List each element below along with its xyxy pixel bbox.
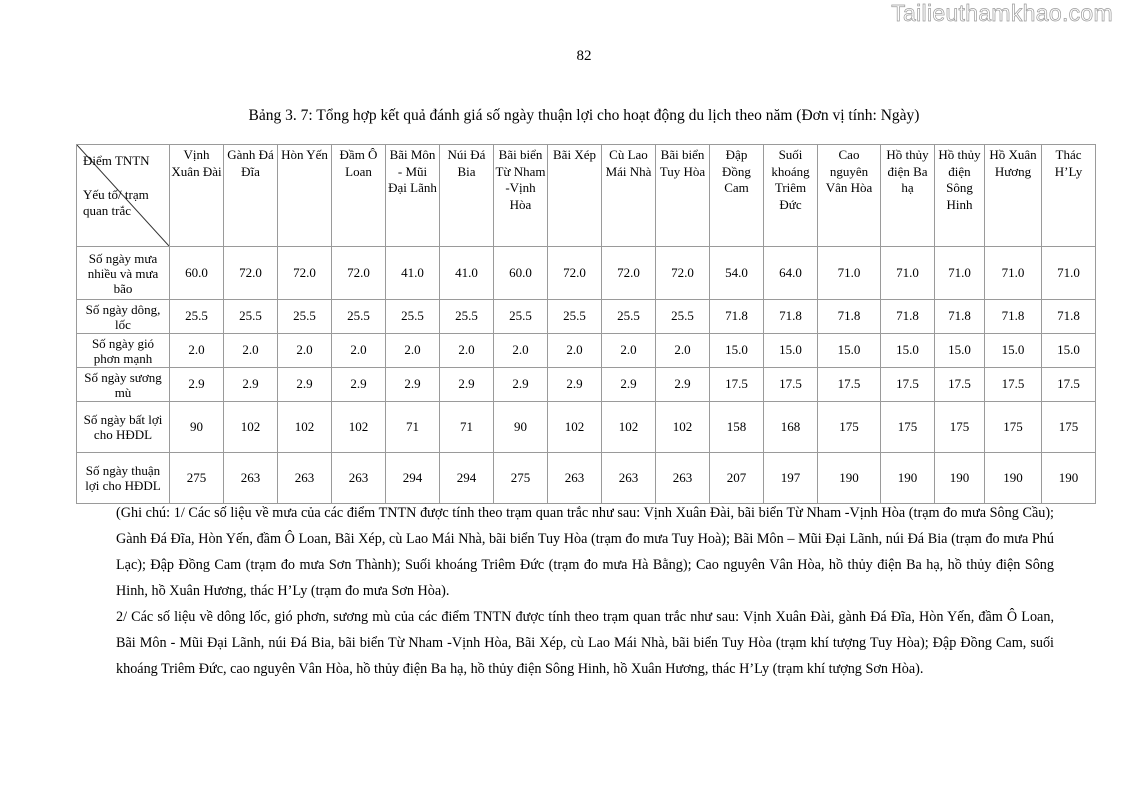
table-cell: 102 <box>278 402 332 453</box>
table-cell: 175 <box>818 402 881 453</box>
table-row <box>77 402 1096 453</box>
row-label: Số ngày sương mù <box>77 368 170 402</box>
column-header: Gành Đá Đĩa <box>224 145 278 247</box>
table-cell: 2.9 <box>602 368 656 402</box>
table-cell: 294 <box>386 453 440 504</box>
table-cell: 17.5 <box>985 368 1042 402</box>
table-cell: 275 <box>170 453 224 504</box>
table-cell: 102 <box>602 402 656 453</box>
table-cell: 60.0 <box>170 247 224 300</box>
table-cell: 60.0 <box>494 247 548 300</box>
table-cell: 71.8 <box>935 300 985 334</box>
note-paragraph: (Ghi chú: 1/ Các số liệu về mưa của các điểm TNTN được tính theo trạm quan trắc như sau: Vịnh Xuân Đài, bãi biển Từ Nham -Vịnh Hòa (trạm đo mưa Sông Cầu); Gành Đá Đĩa, Hòn Yến, đầm Ô Loan, Bãi Xép, cù Lao Mái Nhà, bãi biển Tuy Hòa (trạm đo mưa Tuy Hoà); Bãi Môn – Mũi Đại Lãnh, núi Đá Bia (trạm đo mưa Phú Lạc); Đập Đồng Cam (trạm đo mưa Sơn Thành); Suối khoáng Triêm Đức (trạm đo mưa Hà Bằng); Cao nguyên Vân Hòa, hồ thủy điện Ba hạ, hồ thủy điện Sông Hinh, hồ Xuân Hương, thác H’Ly (trạm đo mưa Sơn Hòa). <box>116 505 1054 599</box>
table-cell: 263 <box>224 453 278 504</box>
corner-header-cell <box>77 145 170 247</box>
table-cell: 175 <box>985 402 1042 453</box>
table-cell: 197 <box>764 453 818 504</box>
table-cell: 2.0 <box>332 334 386 368</box>
table-cell: 71.8 <box>985 300 1042 334</box>
data-table <box>76 144 1096 504</box>
table-cell: 25.5 <box>494 300 548 334</box>
table-cell: 2.9 <box>224 368 278 402</box>
table-cell: 2.9 <box>548 368 602 402</box>
table-cell: 72.0 <box>224 247 278 300</box>
table-cell: 263 <box>548 453 602 504</box>
table-row <box>77 300 1096 334</box>
corner-header-top: Điểm TNTN <box>83 153 150 168</box>
table-cell: 17.5 <box>710 368 764 402</box>
table-cell: 207 <box>710 453 764 504</box>
table-cell: 175 <box>935 402 985 453</box>
table-cell: 90 <box>170 402 224 453</box>
table-cell: 168 <box>764 402 818 453</box>
table-cell: 71.0 <box>935 247 985 300</box>
table-row <box>77 247 1096 300</box>
table-cell: 275 <box>494 453 548 504</box>
table-cell: 2.0 <box>386 334 440 368</box>
table-cell: 2.0 <box>548 334 602 368</box>
table-cell: 71.8 <box>1042 300 1096 334</box>
column-header: Bãi biển Từ Nham -Vịnh Hòa <box>494 145 548 247</box>
table-cell: 2.9 <box>656 368 710 402</box>
table-cell: 25.5 <box>602 300 656 334</box>
column-header: Đầm Ô Loan <box>332 145 386 247</box>
table-cell: 72.0 <box>656 247 710 300</box>
table-cell: 71.8 <box>881 300 935 334</box>
column-header: Cù Lao Mái Nhà <box>602 145 656 247</box>
table-cell: 15.0 <box>764 334 818 368</box>
table-cell: 102 <box>548 402 602 453</box>
table-cell: 263 <box>656 453 710 504</box>
row-label: Số ngày mưa nhiều và mưa bão <box>77 247 170 300</box>
table-cell: 15.0 <box>935 334 985 368</box>
table-cell: 25.5 <box>548 300 602 334</box>
table-cell: 71 <box>386 402 440 453</box>
column-header: Hồ Xuân Hương <box>985 145 1042 247</box>
table-cell: 25.5 <box>170 300 224 334</box>
table-cell: 263 <box>278 453 332 504</box>
table-cell: 102 <box>224 402 278 453</box>
column-header: Hồ thủy điện Sông Hinh <box>935 145 985 247</box>
table-cell: 102 <box>656 402 710 453</box>
table-cell: 25.5 <box>386 300 440 334</box>
column-header: Núi Đá Bia <box>440 145 494 247</box>
row-label: Số ngày dông, lốc <box>77 300 170 334</box>
column-header: Hòn Yến <box>278 145 332 247</box>
notes-section <box>116 500 1054 682</box>
table-cell: 17.5 <box>881 368 935 402</box>
header-row <box>77 145 1096 247</box>
table-cell: 72.0 <box>278 247 332 300</box>
table-row <box>77 368 1096 402</box>
table-cell: 263 <box>602 453 656 504</box>
page-number: 82 <box>576 48 592 64</box>
table-cell: 15.0 <box>985 334 1042 368</box>
table-cell: 71.0 <box>1042 247 1096 300</box>
table-cell: 2.9 <box>494 368 548 402</box>
table-cell: 2.0 <box>602 334 656 368</box>
table-cell: 25.5 <box>278 300 332 334</box>
table-cell: 64.0 <box>764 247 818 300</box>
table-cell: 15.0 <box>710 334 764 368</box>
column-header: Suối khoáng Triêm Đức <box>764 145 818 247</box>
table-cell: 2.0 <box>440 334 494 368</box>
table-cell: 71.0 <box>985 247 1042 300</box>
column-header: Đập Đồng Cam <box>710 145 764 247</box>
table-cell: 15.0 <box>1042 334 1096 368</box>
column-header: Vịnh Xuân Đài <box>170 145 224 247</box>
table-cell: 17.5 <box>1042 368 1096 402</box>
table-cell: 71 <box>440 402 494 453</box>
table-cell: 41.0 <box>386 247 440 300</box>
table-cell: 25.5 <box>656 300 710 334</box>
table-cell: 54.0 <box>710 247 764 300</box>
row-label: Số ngày bất lợi cho HĐDL <box>77 402 170 453</box>
column-header: Bãi biển Tuy Hòa <box>656 145 710 247</box>
table-cell: 2.9 <box>278 368 332 402</box>
table-cell: 71.8 <box>764 300 818 334</box>
table-cell: 2.0 <box>224 334 278 368</box>
table-cell: 263 <box>332 453 386 504</box>
table-cell: 71.0 <box>881 247 935 300</box>
table-cell: 72.0 <box>602 247 656 300</box>
watermark-text: Tailieuthamkhao.com <box>891 0 1113 26</box>
table-title: Bảng 3. 7: Tổng hợp kết quả đánh giá số ngày thuận lợi cho hoạt động du lịch theo năm (Đơn vị tính: Ngày) <box>248 107 920 124</box>
table-body <box>77 247 1096 504</box>
table-cell: 2.0 <box>170 334 224 368</box>
table-cell: 25.5 <box>332 300 386 334</box>
column-header: Hồ thủy điện Ba hạ <box>881 145 935 247</box>
note-paragraph: 2/ Các số liệu về dông lốc, gió phơn, sương mù của các điểm TNTN được tính theo trạm quan trắc như sau: Vịnh Xuân Đài, gành Đá Đĩa, Hòn Yến, đầm Ô Loan, Bãi Môn - Mũi Đại Lãnh, núi Đá Bia, bãi biển Từ Nham -Vịnh Hòa, Bãi Xép, cù Lao Mái Nhà, bãi biển Tuy Hòa (trạm khí tượng Tuy Hòa); Đập Đồng Cam, suối khoáng Triêm Đức, cao nguyên Vân Hòa, hồ thủy điện Ba hạ, hồ thủy điện Sông Hinh, hồ Xuân Hương, thác H’Ly (trạm khí tượng Sơn Hòa). <box>116 609 1054 677</box>
table-cell: 190 <box>881 453 935 504</box>
row-label: Số ngày thuận lợi cho HĐDL <box>77 453 170 504</box>
table-cell: 25.5 <box>440 300 494 334</box>
table-cell: 2.9 <box>440 368 494 402</box>
column-header: Bãi Xép <box>548 145 602 247</box>
table-cell: 2.0 <box>494 334 548 368</box>
table-cell: 294 <box>440 453 494 504</box>
table-cell: 2.9 <box>170 368 224 402</box>
column-header: Cao nguyên Vân Hòa <box>818 145 881 247</box>
table-cell: 71.0 <box>818 247 881 300</box>
table-cell: 158 <box>710 402 764 453</box>
table-cell: 2.0 <box>278 334 332 368</box>
table-cell: 175 <box>881 402 935 453</box>
table-cell: 190 <box>1042 453 1096 504</box>
table-cell: 2.9 <box>332 368 386 402</box>
corner-header-bottom: Yếu tố/ trạm quan trắc <box>83 187 149 218</box>
table-row <box>77 334 1096 368</box>
column-header: Thác H’Ly <box>1042 145 1096 247</box>
table-cell: 17.5 <box>935 368 985 402</box>
table-cell: 90 <box>494 402 548 453</box>
table-cell: 175 <box>1042 402 1096 453</box>
table-cell: 72.0 <box>332 247 386 300</box>
table-cell: 190 <box>985 453 1042 504</box>
table-cell: 15.0 <box>881 334 935 368</box>
table-cell: 102 <box>332 402 386 453</box>
table-cell: 17.5 <box>818 368 881 402</box>
column-header: Bãi Môn - Mũi Đại Lãnh <box>386 145 440 247</box>
table-cell: 17.5 <box>764 368 818 402</box>
table-cell: 71.8 <box>710 300 764 334</box>
table-cell: 71.8 <box>818 300 881 334</box>
row-label: Số ngày gió phơn mạnh <box>77 334 170 368</box>
table-cell: 190 <box>818 453 881 504</box>
table-row <box>77 453 1096 504</box>
table-cell: 2.0 <box>656 334 710 368</box>
table-cell: 41.0 <box>440 247 494 300</box>
table-cell: 190 <box>935 453 985 504</box>
table-cell: 25.5 <box>224 300 278 334</box>
table-cell: 2.9 <box>386 368 440 402</box>
table-cell: 15.0 <box>818 334 881 368</box>
table-cell: 72.0 <box>548 247 602 300</box>
